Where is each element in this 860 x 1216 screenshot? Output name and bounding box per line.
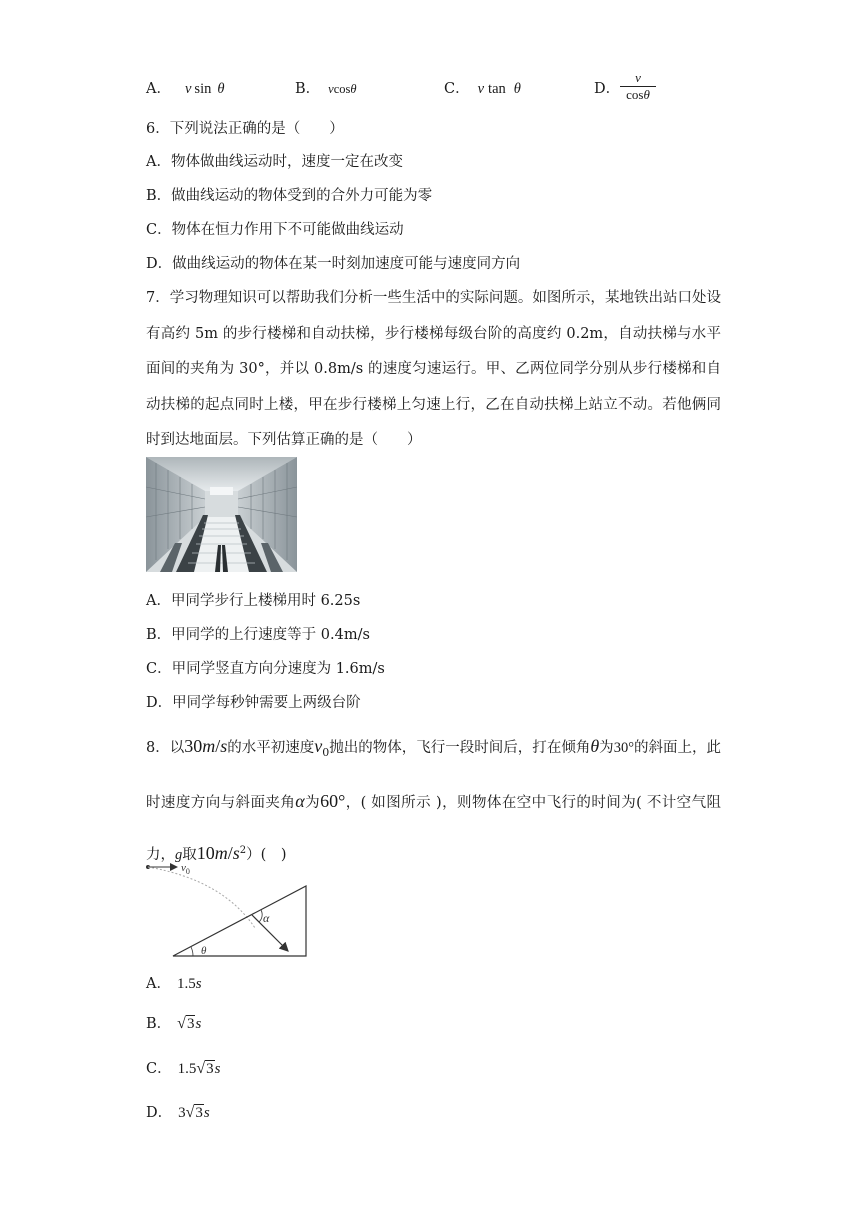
incline-diagram [143,858,313,960]
q7-option-b: B．甲同学的上行速度等于 0.4m/s [146,627,370,643]
q8-stem: 8．以30m/s的水平初速度$v_0$抛出的物体，飞行一段时间后，打在倾角θ为30°的斜面上，此时速度方向与斜面夹角α为60°，( 如图所示 )，则物体在空中飞行的时间为( 不计空气阻力，g取$10m/s^2$）( ) [146,736,722,863]
escalator-photo [146,457,297,572]
svg-text:θ: θ [201,945,207,957]
q6-option-d: D．做曲线运动的物体在某一时刻加速度可能与速度同方向 [146,256,521,272]
q6-stem: 6．下列说法正确的是（ ） [146,121,344,137]
q8-option-d: D． 3√3s [146,1104,210,1121]
q7-option-a: A．甲同学步行上楼梯用时 6.25s [146,593,361,609]
q6-option-c: C．物体在恒力作用下不可能做曲线运动 [146,222,404,238]
q8-option-c: C． 1.5√3s [146,1060,221,1077]
q7-stem: 7．学习物理知识可以帮助我们分析一些生活中的实际问题。如图所示，某地铁出站口处设有高约 5m 的步行楼梯和自动扶梯，步行楼梯每级台阶的高度约 0.2m，自动扶梯与水平面间的夹角为 30°，并以 0.8m/s 的速度匀速运行。甲、乙两位同学分别从步行楼梯和自动扶梯的起点同时上楼，甲在步行楼梯上匀速上行，乙在自动扶梯上站立不动。若他俩同时到达地面层。下列估算正确的是（ ） [146,290,721,448]
q8-option-b: B． √3s [146,1015,202,1032]
q5-option-b: B． vcosθ [295,81,357,97]
q7-option-c: C．甲同学竖直方向分速度为 1.6m/s [146,661,385,677]
q5-option-c: C． v tan θ [444,81,521,97]
q8-option-a: A． 1.5s [146,976,202,992]
q6-option-b: B．做曲线运动的物体受到的合外力可能为零 [146,188,433,204]
svg-text:v0: $v_0$ [181,862,190,876]
q5-option-d-label: D． [594,81,621,97]
q6-option-a: A．物体做曲线运动时，速度一定在改变 [146,154,403,170]
svg-text:α: α [263,911,270,925]
q7-option-d: D．甲同学每秒钟需要上两级台阶 [146,695,361,711]
q5-option-a: A． v sin θ [146,81,225,97]
q5-option-d-fraction: v cosθ [620,71,656,102]
